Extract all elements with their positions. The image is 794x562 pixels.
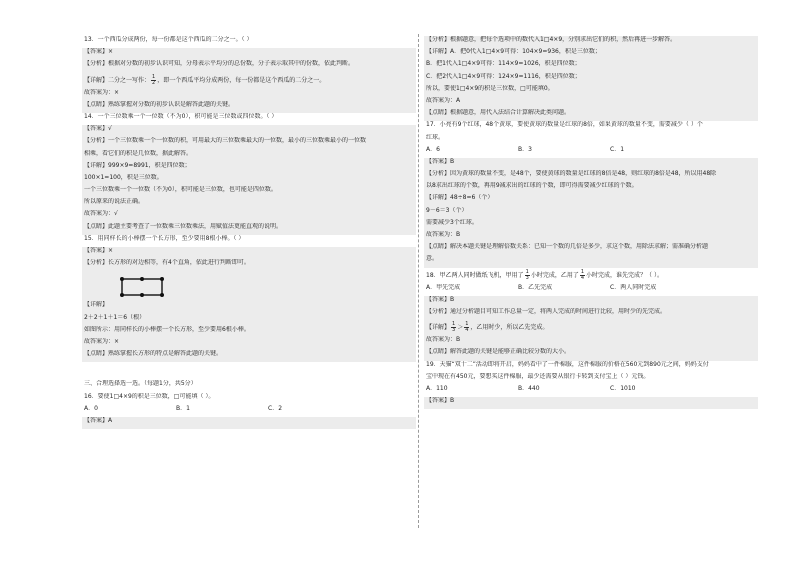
analysis-13: 【分析】根据对分数的初步认识可知，分母表示平均分的总份数，分子表示取其中的份数，依此判断。 bbox=[82, 60, 416, 72]
answer-18: 【答案】B bbox=[424, 296, 758, 308]
fraction-denominator: 3 bbox=[525, 274, 529, 281]
right-column bbox=[424, 36, 758, 409]
fraction-one-third bbox=[451, 322, 456, 333]
answer-15: 【答案】× bbox=[82, 247, 416, 259]
detail-16-a: 【详解】A．把0代入1□4×9可得：104×9=936，积是三位数； bbox=[424, 48, 758, 60]
analysis-16: 【分析】根据题意，把每个选项中的数代入1□4×9，分别求出它们的积，然后再进一步解答。 bbox=[424, 36, 758, 48]
q18-title-text-c: 小时完成，谁先完成？（ ）。 bbox=[586, 271, 663, 279]
answer-19: 【答案】B bbox=[424, 397, 758, 409]
fraction-numerator: 1 bbox=[452, 321, 456, 328]
detail-13-text-b: ，即一个西瓜平均分成两份，每一份都是这个西瓜的二分之一。 bbox=[157, 76, 326, 84]
rectangle-sticks-figure bbox=[118, 275, 168, 299]
spacer bbox=[82, 362, 416, 380]
question-17-title-1: 17．小亮有9个红球，48个黄球，要使黄球的数量是红球的8倍，如果黄球的数量不变，需要减少（ ）个 bbox=[426, 121, 703, 129]
question-19-title-2: 宝中现在有450元，要想买这件棉服，最少还需要从银行卡转到支付宝上（ ）元钱。 bbox=[426, 372, 650, 380]
fraction-one-half bbox=[151, 75, 156, 86]
detail-13 bbox=[82, 73, 416, 89]
analysis-18: 【分析】通过分析题目可知工作总量一定，将两人完成的时间进行比较，用时少的先完成。 bbox=[424, 308, 758, 320]
analysis-14-line-1: 【分析】一个三位数乘一个一位数的积，可用最大的三位数乘最大的一位数，最小的三位数乘最小的一位数 bbox=[82, 137, 416, 149]
q18-title-text-b: 小时完成，乙用了 bbox=[530, 271, 579, 279]
analysis-14-line-2: 相乘，看它们的积是几位数，据此解答。 bbox=[82, 150, 416, 162]
detail-15-label: 【详解】 bbox=[82, 301, 416, 313]
detail-15-line-1: 2＋2＋1＋1＝6（根） bbox=[82, 314, 416, 326]
greater-than-sign: ＞ bbox=[457, 324, 464, 332]
conclusion-16: 故答案为：A bbox=[424, 97, 758, 109]
question-19-options bbox=[424, 385, 758, 397]
fraction-numerator: 1 bbox=[152, 73, 156, 80]
comment-17-line-1: 【点睛】解决本题关键是理解倍数关系：已知一个数的几倍是多少，求这个数，用除法求解；需准确分析题 bbox=[424, 243, 758, 255]
detail-18-text: ，乙用时少，所以乙先完成。 bbox=[470, 324, 549, 332]
detail-16-c: C．把2代入1□4×9可得：124×9=1116，积是四位数； bbox=[424, 73, 758, 85]
answer-16: 【答案】A bbox=[82, 417, 416, 429]
question-17-options bbox=[424, 146, 758, 158]
fraction-numerator: 1 bbox=[580, 268, 585, 275]
comment-14: 【点睛】此题主要考查了一位数乘三位数乘法，用赋值法更能直观的说明。 bbox=[82, 223, 416, 235]
detail-17-line-1: 【详解】48÷8=6（个） bbox=[424, 194, 758, 206]
detail-14-line-4: 所以原来的说法正确。 bbox=[82, 198, 416, 210]
option-a: A．6 bbox=[426, 145, 440, 153]
fraction-denominator: 4 bbox=[580, 274, 585, 281]
fraction-numerator: 1 bbox=[465, 321, 469, 328]
detail-14-line-1: 【详解】999×9=8991，积是四位数； bbox=[82, 162, 416, 174]
fraction-one-quarter bbox=[464, 322, 469, 333]
detail-18 bbox=[424, 320, 758, 336]
detail-15-line-2: 如图所示：用同样长的小棒摆一个长方形，至少要用6根小棒。 bbox=[82, 326, 416, 338]
detail-14-line-2: 100×1=100，积是三位数。 bbox=[82, 174, 416, 186]
comment-18: 【点睛】解答此题的关键是能够正确比较分数的大小。 bbox=[424, 348, 758, 360]
answer-13: 【答案】× bbox=[82, 48, 416, 60]
option-a: A．甲先完成 bbox=[426, 283, 461, 291]
question-19-title-1: 19．天猫“双十二”活动即将开启，妈妈看中了一件棉服，这件棉服的价格在560元到890元之间，妈妈支付 bbox=[426, 360, 709, 368]
analysis-15: 【分析】长方形的对边相等，有4个直角，依此进行判断即可。 bbox=[82, 259, 416, 271]
conclusion-14: 故答案为：√ bbox=[82, 210, 416, 222]
section-3-heading: 三、合理选择选一选。（每题1分，共5分） bbox=[84, 380, 197, 388]
detail-17-line-2: 9－6＝3（个） bbox=[424, 207, 758, 219]
column-divider bbox=[418, 34, 419, 528]
detail-16-b: B．把1代入1□4×9可得：114×9=1026，积是四位数； bbox=[424, 60, 758, 72]
comment-17-line-2: 意。 bbox=[424, 255, 758, 267]
fraction-numerator: 1 bbox=[525, 268, 529, 275]
answer-17: 【答案】B bbox=[424, 158, 758, 170]
analysis-17-line-2: 以8求出红球的个数，再用9减求出的红球的个数，即可得需要减少红球的个数。 bbox=[424, 182, 758, 194]
fraction-denominator: 4 bbox=[465, 327, 469, 334]
detail-13-text-a: 【详解】二分之一写作： bbox=[84, 76, 151, 84]
question-16-title: 16．要使1□4×9的积是三位数，□可能填（ ）。 bbox=[84, 392, 215, 400]
rectangle-figure-row bbox=[82, 271, 416, 301]
fraction-one-quarter bbox=[580, 270, 585, 281]
detail-14-line-3: 一个三位数乘一个一位数（不为0），积可能是三位数，也可能是四位数。 bbox=[82, 186, 416, 198]
fraction-denominator: 3 bbox=[452, 327, 456, 334]
comment-13: 【点睛】熟练掌握对分数的初步认识是解答此题的关键。 bbox=[82, 101, 416, 113]
conclusion-13: 故答案为：× bbox=[82, 89, 416, 101]
detail-18-label: 【详解】 bbox=[426, 324, 451, 332]
option-c: C．1010 bbox=[610, 384, 636, 392]
question-18-title bbox=[424, 268, 758, 284]
conclusion-15: 故答案为：× bbox=[82, 338, 416, 350]
option-c: C．1 bbox=[610, 145, 625, 153]
detail-17-line-3: 需要减少3个红球。 bbox=[424, 219, 758, 231]
answer-14: 【答案】√ bbox=[82, 125, 416, 137]
option-c: C．2 bbox=[268, 404, 283, 412]
left-column bbox=[82, 36, 416, 429]
option-c: C．两人同时完成 bbox=[610, 283, 657, 291]
option-b: B．乙先完成 bbox=[518, 283, 553, 291]
analysis-17-line-1: 【分析】因为黄球的数量不变，是48个，要使黄球的数量是红球的8倍是48，则红球的8倍是48，所以用48除 bbox=[424, 170, 758, 182]
conclusion-18: 故答案为：B bbox=[424, 336, 758, 348]
question-14-title: 14．一个三位数乘一个一位数（不为0），积可能是三位数或四位数。（ ） bbox=[84, 112, 278, 120]
comment-16: 【点睛】根据题意，用代入法结合计算解决此类问题。 bbox=[424, 109, 758, 121]
option-b: B．440 bbox=[518, 384, 540, 392]
option-a: A．0 bbox=[84, 404, 98, 412]
option-a: A．110 bbox=[426, 384, 448, 392]
comment-15: 【点睛】熟练掌握长方形的特点是解答此题的关键。 bbox=[82, 350, 416, 362]
question-18-options bbox=[424, 284, 758, 296]
question-17-title-2: 红球。 bbox=[426, 133, 445, 141]
fraction-denominator: 2 bbox=[152, 79, 156, 86]
fraction-one-third bbox=[525, 270, 530, 281]
question-15-title: 15．用同样长的小棒摆一个长方形，至少要用8根小棒。（ ） bbox=[84, 234, 245, 242]
option-b: B．3 bbox=[518, 145, 532, 153]
q18-title-text-a: 18．甲乙两人同时做纸飞机，甲用了 bbox=[426, 271, 524, 279]
question-13-title: 13．一个西瓜分成两份，每一份都是这个西瓜的二分之一。（ ） bbox=[84, 36, 253, 43]
option-b: B．1 bbox=[176, 404, 190, 412]
question-16-options bbox=[82, 405, 416, 417]
detail-16-d: 所以，要使1□4×9的积是三位数，□可能填0。 bbox=[424, 85, 758, 97]
conclusion-17: 故答案为：B bbox=[424, 231, 758, 243]
